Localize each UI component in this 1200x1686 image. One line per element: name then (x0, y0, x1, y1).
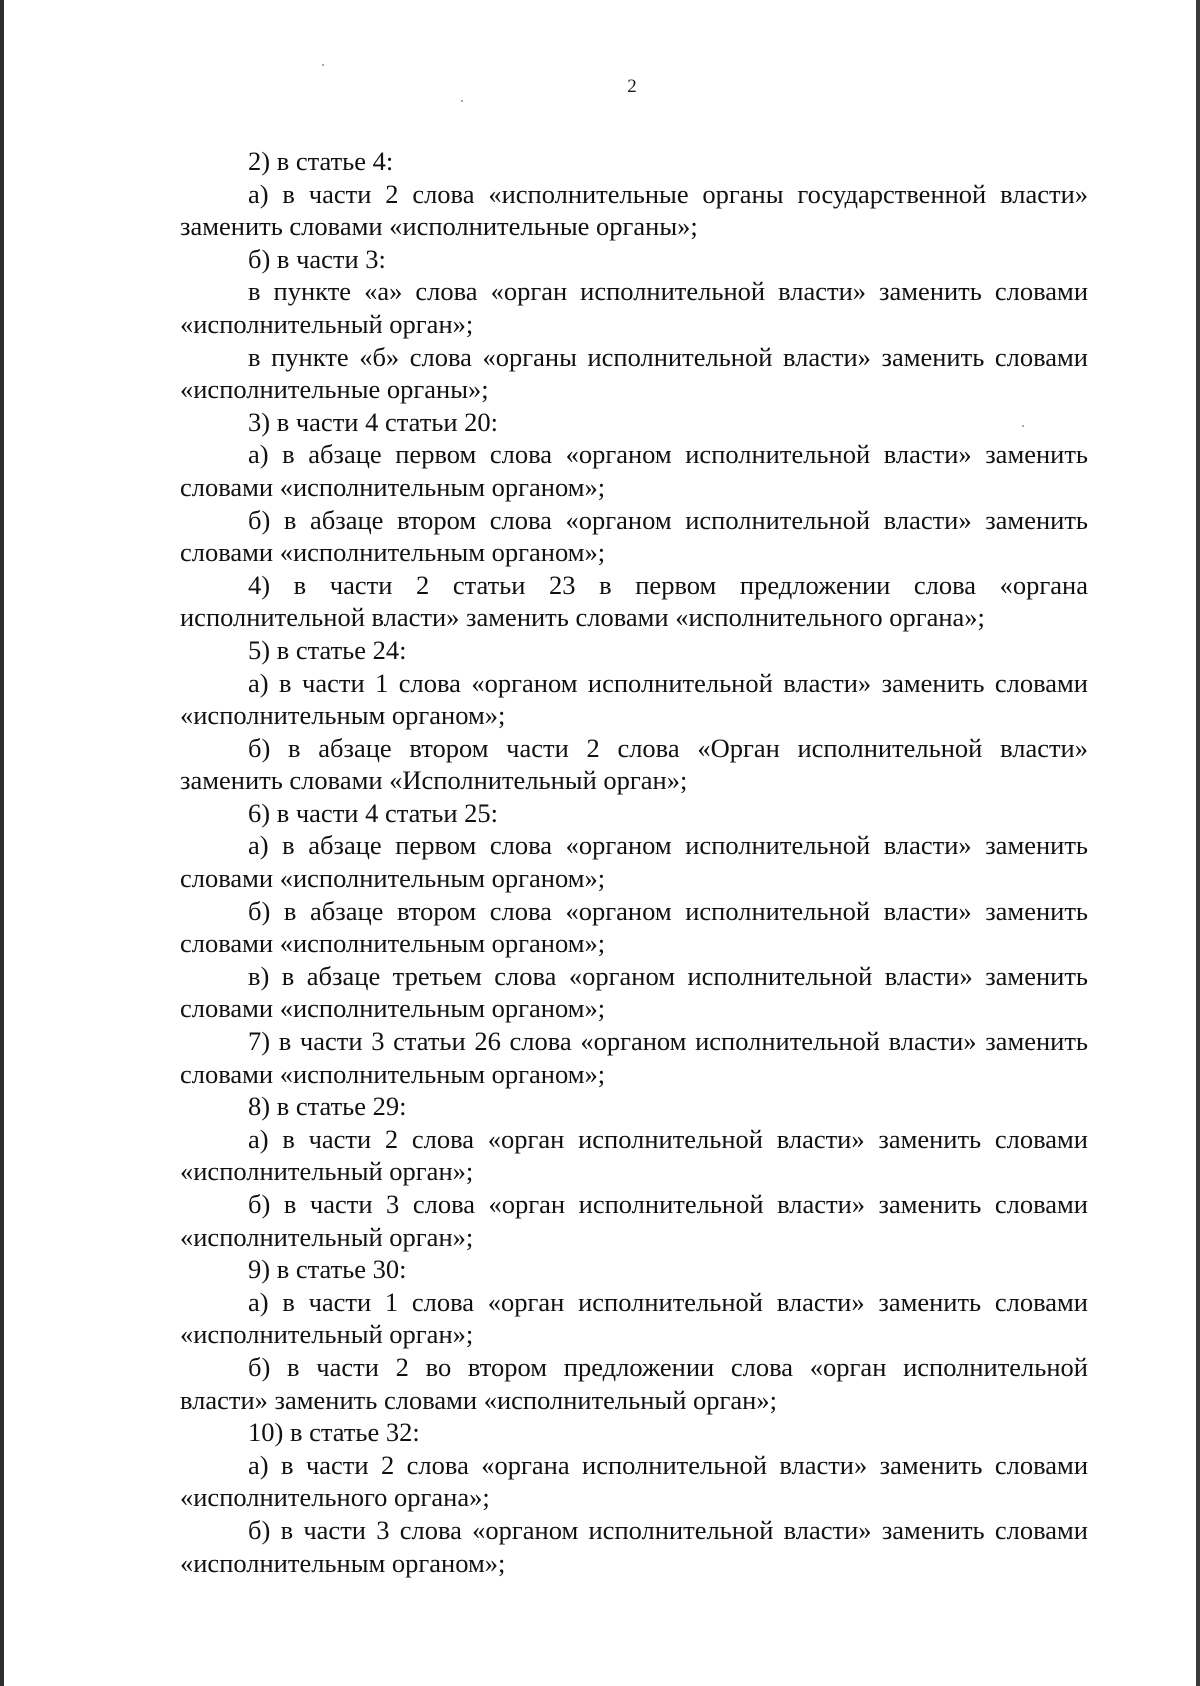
paragraph: в) в абзаце третьем слова «органом исполнительной власти» заменить словами «исполнительным органом»; (180, 960, 1088, 1024)
paragraph: а) в абзаце первом слова «органом исполнительной власти» заменить словами «исполнительным органом»; (180, 439, 1088, 502)
paragraph: б) в части 2 во втором предложении слова «орган исполнительной власти» заменить словами «исполнительный орган»; (180, 1351, 1088, 1415)
paragraph: а) в части 1 слова «орган исполнительной власти» заменить словами «исполнительный орган»; (180, 1286, 1088, 1350)
scan-edge-right (1196, 0, 1200, 1686)
paragraph: 9) в статье 30: (248, 1254, 407, 1285)
paragraph: а) в части 1 слова «органом исполнительной власти» заменить словами «исполнительным органом»; (180, 667, 1088, 731)
scan-speck (461, 100, 463, 102)
paragraph: б) в части 3 слова «органом исполнительной власти» заменить словами «исполнительным органом»; (180, 1514, 1088, 1578)
paragraph: в пункте «б» слова «органы исполнительной власти» заменить словами «исполнительные органы»; (180, 341, 1088, 405)
paragraph: 7) в части 3 статьи 26 слова «органом исполнительной власти» заменить словами «исполнительным органом»; (180, 1026, 1088, 1089)
page-number: 2 (627, 76, 637, 97)
paragraph: б) в части 3: (248, 243, 386, 274)
paragraph: 5) в статье 24: (248, 634, 407, 665)
paragraph: 6) в части 4 статьи 25: (248, 797, 499, 828)
paragraph: а) в части 2 слова «орган исполнительной власти» заменить словами «исполнительный орган»; (180, 1123, 1088, 1187)
document-body (180, 145, 1088, 1579)
paragraph: а) в части 2 слова «исполнительные органы государственной власти» заменить словами «исполнительные органы»; (180, 178, 1088, 242)
paragraph: б) в абзаце втором части 2 слова «Орган исполнительной власти» заменить словами «Исполнительный орган»; (180, 732, 1088, 796)
paragraph: в пункте «а» слова «орган исполнительной власти» заменить словами «исполнительный орган»; (180, 276, 1088, 339)
paragraph: б) в абзаце втором слова «органом исполнительной власти» заменить словами «исполнительным органом»; (180, 895, 1088, 959)
paragraph: 10) в статье 32: (248, 1417, 420, 1448)
paragraph: 3) в части 4 статьи 20: (248, 406, 499, 437)
scan-edge-left (0, 0, 4, 1686)
paragraph: б) в абзаце втором слова «органом исполнительной власти» заменить словами «исполнительным органом»; (180, 504, 1088, 568)
paragraph: 8) в статье 29: (248, 1091, 407, 1122)
paragraph: 4) в части 2 статьи 23 в первом предложении слова «органа исполнительной власти» заменить словами «исполнительного органа»; (180, 569, 1088, 633)
paragraph: 2) в статье 4: (248, 146, 394, 176)
scan-speck (322, 64, 324, 66)
paragraph: а) в абзаце первом слова «органом исполнительной власти» заменить словами «исполнительным органом»; (180, 830, 1088, 894)
paragraph: б) в части 3 слова «орган исполнительной власти» заменить словами «исполнительный орган»; (180, 1189, 1088, 1252)
paragraph: а) в части 2 слова «органа исполнительной власти» заменить словами «исполнительного органа»; (180, 1449, 1088, 1513)
